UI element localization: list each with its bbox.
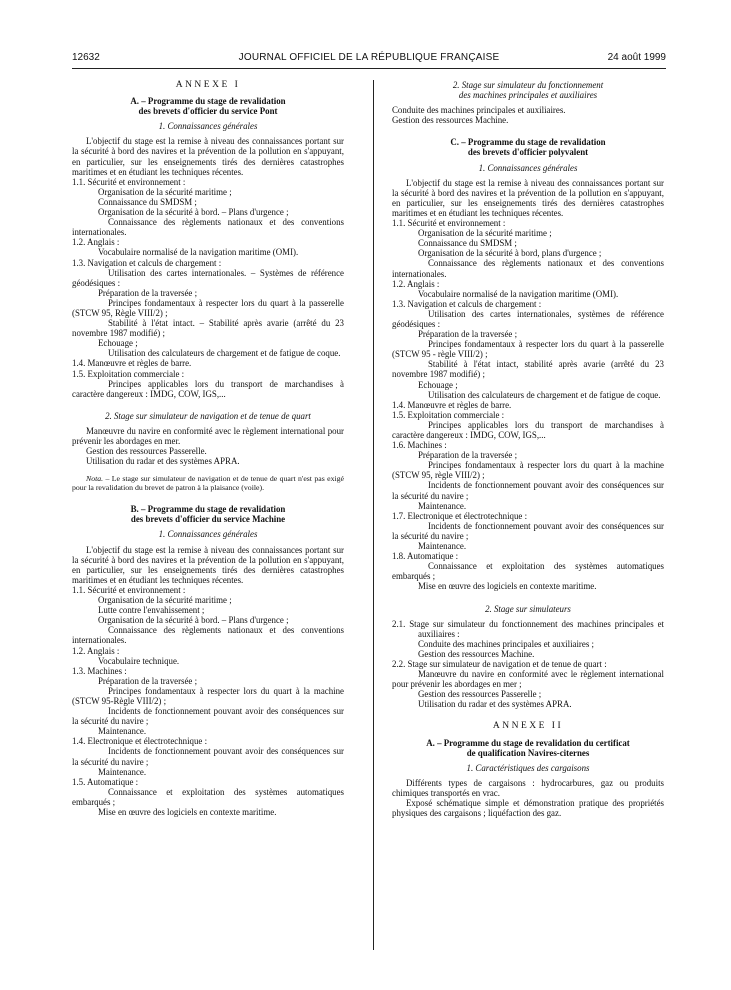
item-line: Manœuvre du navire en conformité avec le règlement international pour prévenir les abordages en mer ; (392, 669, 664, 690)
item-line: Maintenance. (98, 726, 147, 737)
item-heading: 1.7. Electronique et électrotechnique : (392, 510, 528, 521)
item-line: Connaissance du SMDSM ; (418, 238, 517, 249)
item-line: Préparation de la traversée ; (98, 287, 198, 298)
section-d-sub1: 1. Caractéristiques des cargaisons (466, 762, 590, 773)
item-line: Préparation de la traversée ; (418, 450, 518, 461)
item-line: Organisation de la sécurité maritime ; (98, 186, 232, 197)
item-line: Stabilité à l'état intact. – Stabilité après avarie (arrêté du 23 novembre 1987 modifié) ; (72, 318, 344, 339)
section-a-title: A. – Programme du stage de revalidation (130, 96, 286, 107)
item-line: Lutte contre l'envahissement ; (98, 605, 205, 616)
item-heading: 1.4. Electronique et électrotechnique : (72, 736, 208, 747)
section-b-intro: L'objectif du stage est la remise à niveau des connaissances portant sur la sécurité à bord des navires et la prévention de la pollution en s'appuyant, en particulier, sur les enseignements tirés des dernières catastrophes maritimes et en étudiant les techniques récentes. (72, 544, 344, 585)
item-line: Incidents de fonctionnement pouvant avoir des conséquences sur la sécurité du navire ; (392, 520, 664, 541)
item-heading: 1.4. Manœuvre et règles de barre. (392, 399, 512, 410)
nota (72, 474, 344, 492)
item-heading: 2.2. Stage sur simulateur de navigation et de tenue de quart : (392, 658, 607, 669)
journal-title: JOURNAL OFFICIEL DE LA RÉPUBLIQUE FRANÇAISE (238, 52, 500, 63)
item-line: Vocabulaire normalisé de la navigation maritime (OMI). (98, 247, 299, 258)
annex-heading: ANNEXE I (175, 80, 241, 90)
item-heading: 1.4. Manœuvre et règles de barre. (72, 358, 192, 369)
paragraph: Différents types de cargaisons : hydrocarbures, gaz ou produits chimiques transportés en vrac. (392, 777, 664, 798)
section-a-title-2: des brevets d'officier du service Pont (138, 106, 278, 117)
item-line: Maintenance. (418, 541, 467, 552)
item-line: Connaissance du SMDSM ; (98, 196, 197, 207)
item-line: Stabilité à l'état intact, stabilité après avarie (arrêté du 23 novembre 1987 modifié) ; (392, 359, 664, 380)
section-c-intro: L'objectif du stage est la remise à niveau des connaissances portant sur la sécurité à bord des navires et la prévention de la pollution en s'appuyant, en particulier, sur les enseignements tirés des dernières catastrophes maritimes et en étudiant les techniques récentes. (392, 177, 664, 218)
item-line: Principes fondamentaux à respecter lors du quart à la machine (STCW 95, règle VIII/2) ; (392, 460, 664, 481)
item-line: Mise en œuvre des logiciels en contexte maritime. (98, 807, 277, 817)
item-line: Connaissance et exploitation des systèmes automatiques embarqués ; (392, 561, 664, 582)
item-line: Organisation de la sécurité à bord. – Plans d'urgence ; (98, 207, 289, 218)
section-b-title-2: des brevets d'officier du service Machine (130, 514, 286, 525)
item-line: Gestion des ressources Machine. (418, 648, 535, 659)
item-heading: 1.2. Anglais : (72, 237, 120, 248)
item-line: Principes applicables lors du transport de marchandises à caractère dangereux : IMDG, COW, IGS,... (72, 378, 344, 399)
right-column (392, 80, 664, 818)
item-line: Utilisation des cartes internationales. – Systèmes de référence géodésiques : (72, 267, 344, 288)
item-line: Principes applicables lors du transport de marchandises à caractère dangereux : IMDG, COW, IGS,... (392, 419, 664, 440)
page-header (72, 52, 666, 66)
section-c-title: C. – Programme du stage de revalidation (450, 137, 606, 148)
sim-line: Conduite des machines principales et auxiliaires. (392, 105, 566, 116)
item-line: Connaissance des règlements nationaux et des conventions internationales. (392, 258, 664, 279)
page-number: 12632 (72, 52, 100, 63)
item-line: Principes fondamentaux à respecter lors du quart à la passerelle (STCW 95, Règle VIII/2) ; (72, 297, 344, 318)
item-heading: 1.2. Anglais : (72, 645, 120, 656)
item-line: Echouage ; (418, 379, 458, 390)
section-c-title-2: des brevets d'officier polyvalent (467, 147, 589, 158)
item-heading: 1.6. Machines : (392, 440, 447, 451)
item-line: Incidents de fonctionnement pouvant avoir des conséquences sur la sécurité du navire ; (72, 746, 344, 767)
section-c-sub1: 1. Connaissances générales (478, 162, 578, 173)
item-line: Maintenance. (98, 766, 147, 777)
section-b-title: B. – Programme du stage de revalidation (130, 504, 286, 515)
item-line: Vocabulaire normalisé de la navigation maritime (OMI). (418, 288, 619, 299)
section-a-intro: L'objectif du stage est la remise à niveau des connaissances portant sur la sécurité à bord des navires et la prévention de la pollution en s'appuyant, en particulier, sur les enseignements tirés des dernières catastrophes maritimes et en étudiant les techniques récentes. (72, 136, 344, 177)
item-line: Connaissance des règlements nationaux et des conventions internationales. (72, 625, 344, 646)
item-heading: 1.5. Exploitation commerciale : (392, 409, 505, 420)
item-heading: 1.8. Automatique : (392, 551, 459, 562)
item-line: Vocabulaire technique. (98, 655, 180, 666)
section-d-title-2: de qualification Navires-citernes (466, 747, 590, 758)
item-line: Conduite des machines principales et auxiliaires ; (418, 638, 594, 649)
section-b-sub2: 2. Stage sur simulateur du fonctionnement (452, 80, 604, 90)
item-line: Utilisation des calculateurs de chargement et de fatigue de coque. (428, 389, 661, 400)
item-line: Préparation de la traversée ; (418, 329, 518, 340)
item-line: Incidents de fonctionnement pouvant avoir des conséquences sur la sécurité du navire ; (392, 480, 664, 501)
item-line: Utilisation des calculateurs de chargement et de fatigue de coque. (108, 348, 341, 359)
section-b-sub2-2: des machines principales et auxiliaires (458, 90, 598, 101)
item-heading: 1.5. Exploitation commerciale : (72, 368, 185, 379)
item-line: Organisation de la sécurité maritime ; (418, 228, 552, 239)
item-line: Gestion des ressources Passerelle ; (418, 689, 542, 700)
item-heading: 1.1. Sécurité et environnement : (72, 584, 186, 595)
annex-2-heading: ANNEXE II (492, 721, 564, 732)
item-line: Principes fondamentaux à respecter lors du quart à la machine (STCW 95-Règle VIII/2) ; (72, 685, 344, 706)
item-heading: 1.3. Navigation et calculs de chargement : (392, 298, 542, 309)
item-line: Organisation de la sécurité à bord. – Plans d'urgence ; (98, 615, 289, 626)
publication-date: 24 août 1999 (607, 52, 666, 63)
sim-line: Utilisation du radar et des systèmes APRA. (86, 456, 240, 467)
left-column (72, 80, 344, 817)
section-d-title: A. – Programme du stage de revalidation du certificat (426, 737, 630, 748)
item-heading: 1.5. Automatique : (72, 776, 139, 787)
item-line: Utilisation des cartes internationales, systèmes de référence géodésiques : (392, 308, 664, 329)
item-line: Connaissance des règlements nationaux et des conventions internationales. (72, 217, 344, 238)
item-line: Mise en œuvre des logiciels en contexte maritime. (418, 581, 597, 592)
item-heading: 1.1. Sécurité et environnement : (392, 218, 506, 229)
item-heading: 2.1. Stage sur simulateur du fonctionnement des machines principales et auxiliaires : (392, 618, 664, 639)
nota-text: – Le stage sur simulateur de navigation et de tenue de quart n'est pas exigé pour la revalidation du brevet de patron à la plaisance (voile). (72, 474, 344, 493)
item-line: Principes fondamentaux à respecter lors du quart à la passerelle (STCW 95 - règle VIII/2) ; (392, 339, 664, 360)
section-c-sub2: 2. Stage sur simulateurs (485, 603, 571, 614)
item-line: Maintenance. (418, 500, 467, 511)
item-line: Organisation de la sécurité maritime ; (98, 595, 232, 606)
section-a-sub2: 2. Stage sur simulateur de navigation et de tenue de quart (105, 410, 311, 421)
header-rule (72, 68, 666, 69)
item-line: Echouage ; (98, 338, 138, 349)
item-line: Préparation de la traversée ; (98, 675, 198, 686)
section-b-sub1: 1. Connaissances générales (158, 529, 258, 540)
item-heading: 1.2. Anglais : (392, 278, 440, 289)
item-heading: 1.3. Navigation et calculs de chargement : (72, 257, 222, 268)
section-a-sub1: 1. Connaissances générales (158, 121, 258, 132)
sim-line: Gestion des ressources Passerelle. (86, 446, 207, 457)
column-divider (373, 80, 374, 950)
item-line: Incidents de fonctionnement pouvant avoir des conséquences sur la sécurité du navire ; (72, 706, 344, 727)
paragraph: Exposé schématique simple et démonstration pratique des propriétés physiques des cargaisons ; liquéfaction des gaz. (392, 798, 664, 819)
sim-line: Manœuvre du navire en conformité avec le règlement international pour prévenir les abordages en mer. (72, 425, 344, 446)
item-heading: 1.1. Sécurité et environnement : (72, 176, 186, 187)
item-line: Connaissance et exploitation des systèmes automatiques embarqués ; (72, 786, 344, 807)
nota-label: Nota. (86, 474, 104, 484)
item-line: Utilisation du radar et des systèmes APRA. (418, 699, 572, 710)
sim-line: Gestion des ressources Machine. (392, 115, 509, 126)
item-line: Organisation de la sécurité à bord, plans d'urgence ; (418, 248, 602, 259)
item-heading: 1.3. Machines : (72, 665, 127, 676)
